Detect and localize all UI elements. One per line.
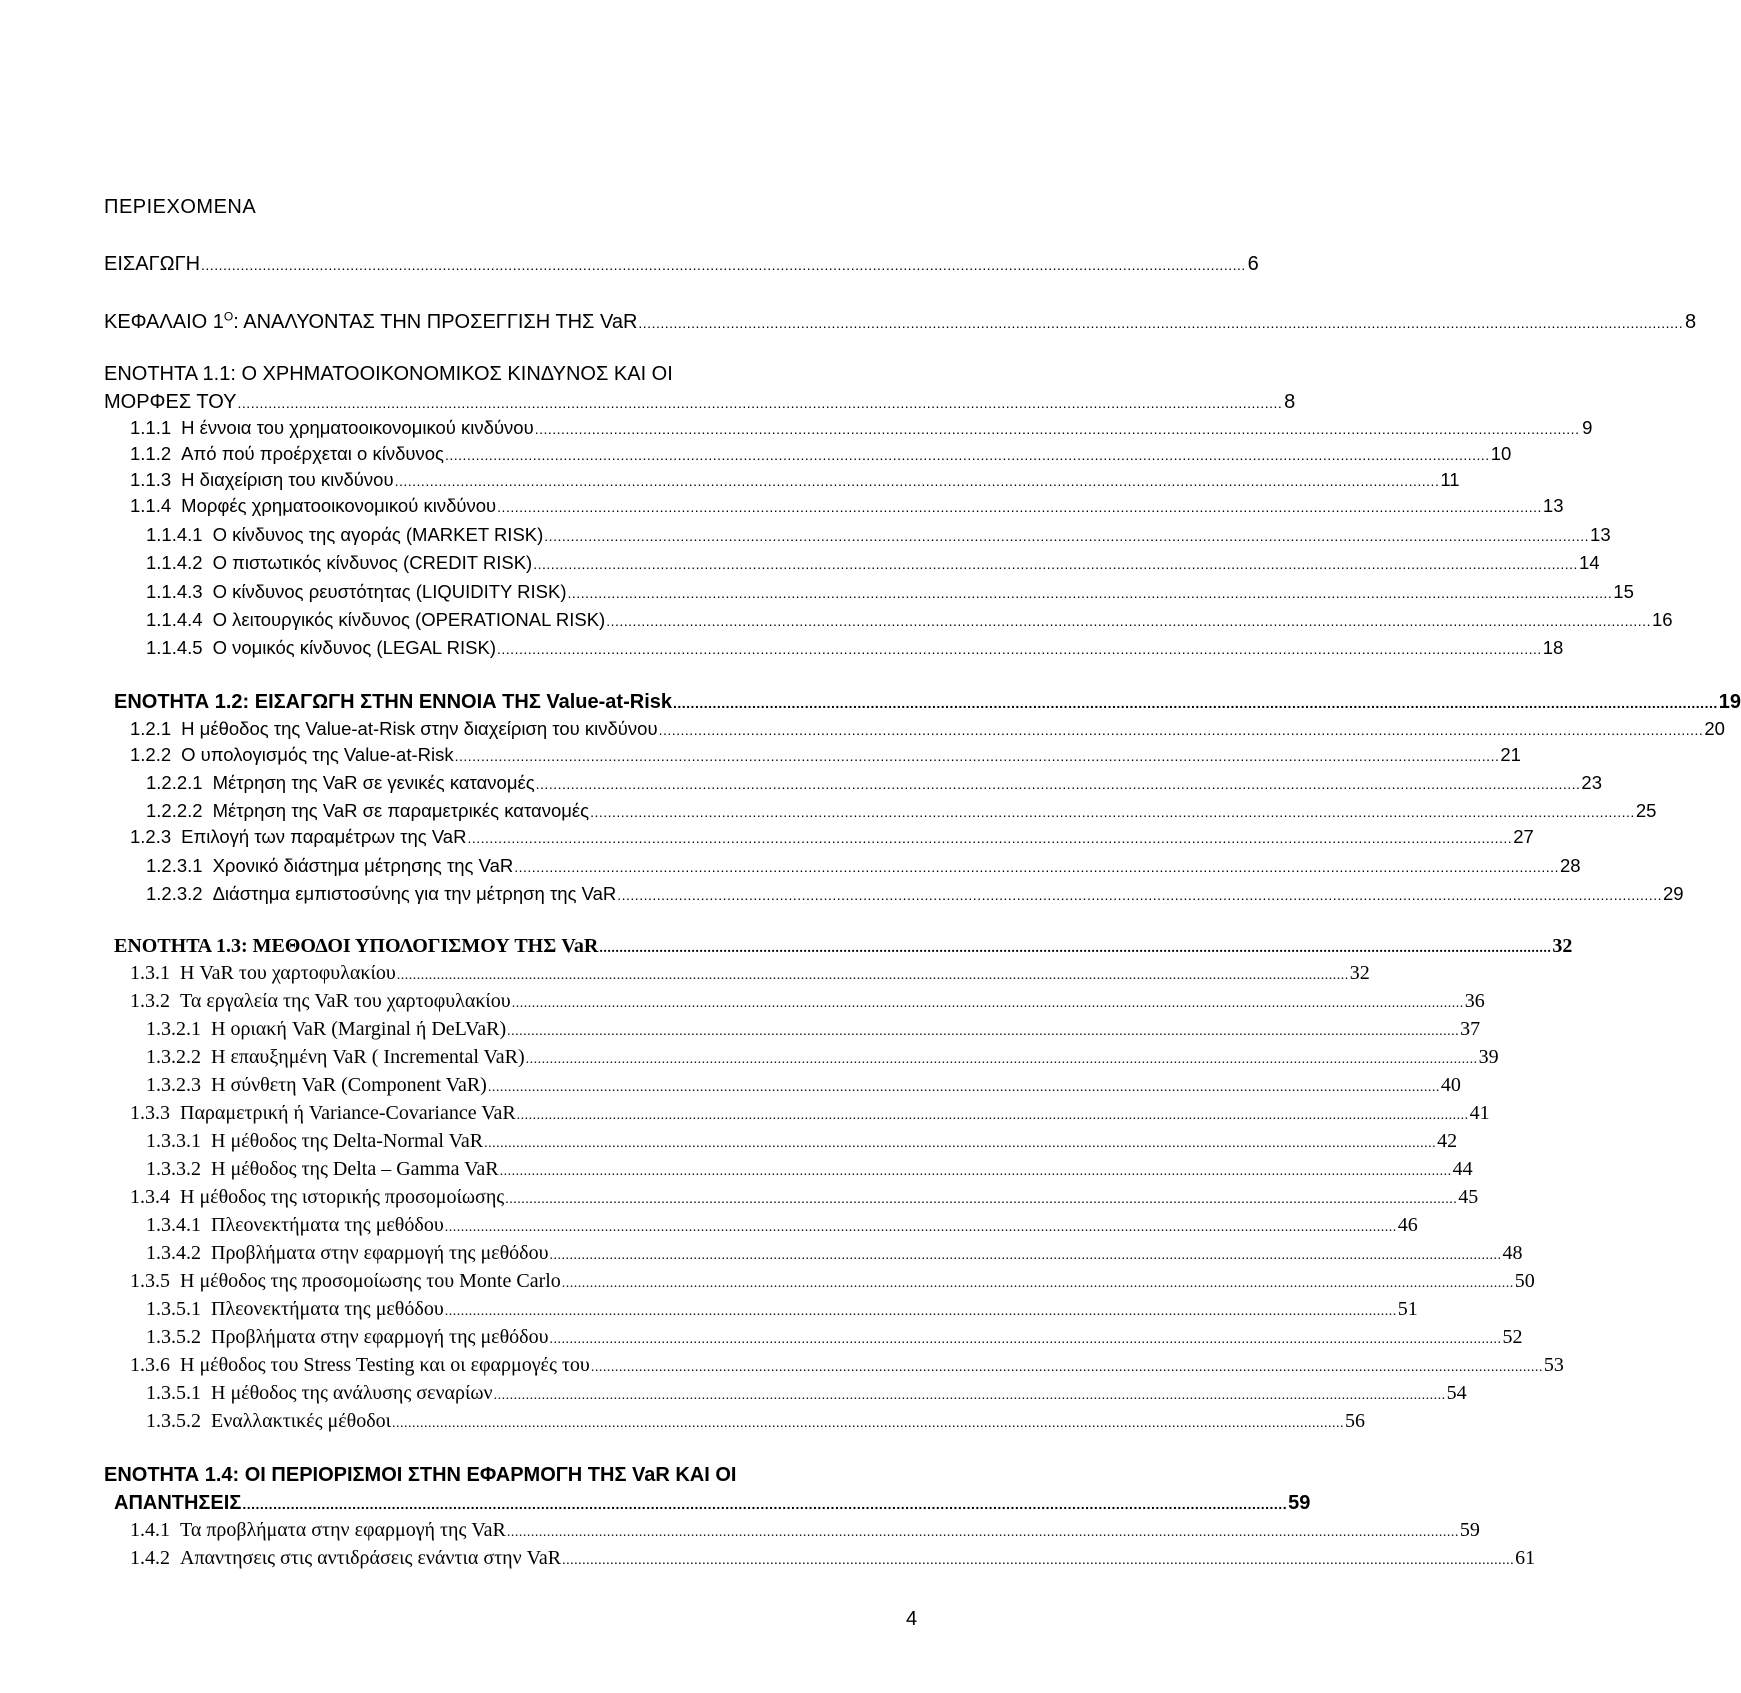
toc-entry-number: 1.3.5.2 [146, 1326, 201, 1348]
dot-leader: .............................................................................................................................................................................................................................................. [525, 1052, 1478, 1067]
toc-entry-label: Η VaR του χαρτοφυλακίου [180, 962, 396, 984]
toc-entry-1-2-3[interactable] [130, 823, 1534, 851]
toc-entry-page: 8 [1284, 391, 1296, 413]
toc-entry-page: 48 [1502, 1242, 1523, 1264]
toc-entry-page: 37 [1460, 1018, 1481, 1040]
toc-entry-page: 16 [1651, 609, 1673, 630]
toc-entry-number: 1.3.5.1 [146, 1382, 201, 1404]
page-number: 4 [906, 1608, 918, 1630]
dot-leader: .............................................................................................................................................................................................................................................. [396, 968, 1349, 983]
toc-entry-number: 1.1.1 [130, 417, 172, 438]
toc-entry-label: Διάστημα εμπιστοσύνης για την μέτρηση της VaR [212, 883, 617, 904]
toc-entry-1-3-2-1[interactable] [146, 1015, 1481, 1043]
dot-leader: .............................................................................................................................................................................................................................................. [590, 1360, 1543, 1375]
dot-leader: .............................................................................................................................................................................................................................................. [506, 1525, 1459, 1540]
toc-entry-1-1-4-2[interactable] [146, 549, 1600, 577]
toc-entry-1-2-1[interactable] [130, 715, 1725, 743]
toc-entry-page: 59 [1459, 1519, 1480, 1541]
toc-entry-label: Ο υπολογισμός της Value-at-Risk [181, 744, 454, 765]
dot-leader: .............................................................................................................................................................................................................................................. [499, 1164, 1452, 1179]
toc-entry-number: 1.3.3.1 [146, 1130, 201, 1152]
toc-entry-1-3-4-2[interactable] [146, 1239, 1523, 1267]
toc-title: ΠΕΡΙΕΧΟΜΕΝΑ [104, 196, 257, 218]
dot-leader: .............................................................................................................................................................................................................................................. [444, 447, 1490, 463]
toc-entry-label: Η μέθοδος της Delta – Gamma VaR [211, 1158, 499, 1180]
toc-entry-page: 42 [1437, 1130, 1458, 1152]
toc-entry-number: 1.3.4.2 [146, 1242, 201, 1264]
toc-entry-1-3-1[interactable] [130, 959, 1370, 987]
toc-entry-number: 1.2.3.1 [146, 855, 203, 876]
toc-entry-page: 23 [1581, 772, 1602, 793]
toc-entry-label: Από πού προέρχεται ο κίνδυνος [181, 443, 444, 464]
toc-entry-number: 1.1.4.2 [146, 552, 203, 573]
toc-entry-number: 1.3.2 [130, 990, 170, 1012]
toc-entry-page: 25 [1635, 800, 1657, 821]
toc-entry-1-3-3-2[interactable] [146, 1155, 1473, 1183]
toc-entry-number: 1.2.1 [130, 718, 172, 739]
dot-leader: .............................................................................................................................................................................................................................................. [511, 996, 1464, 1011]
toc-entry-label: Η μέθοδος της Delta-Normal VaR [211, 1130, 484, 1152]
toc-entry-number: 1.1.4.3 [146, 581, 203, 602]
dot-leader: .............................................................................................................................................................................................................................................. [599, 941, 1552, 956]
toc-entry-page: 9 [1582, 417, 1593, 438]
toc-entry-1-1-4-3[interactable] [146, 578, 1634, 606]
dot-leader: .............................................................................................................................................................................................................................................. [514, 859, 1559, 875]
toc-entry-page: 27 [1513, 826, 1534, 847]
toc-entry-label: Απαντησεις στις αντιδράσεις ενάντια στην VaR [180, 1547, 562, 1569]
toc-entry-section-1-1-heading[interactable]: ΕΝΟΤΗΤΑ 1.1: Ο ΧΡΗΜΑΤΟΟΙΚΟΝΟΜΙΚΟΣ ΚΙΝΔΥΝΟΣ ΚΑΙ ΟΙ [104, 363, 673, 385]
toc-entry-page: 21 [1500, 744, 1521, 765]
toc-entry-page: 8 [1685, 311, 1697, 333]
dot-leader: .............................................................................................................................................................................................................................................. [673, 695, 1718, 711]
toc-entry-introduction[interactable] [104, 250, 1259, 278]
toc-entry-1-4-2[interactable] [130, 1544, 1536, 1572]
toc-entry-page: 46 [1397, 1214, 1418, 1236]
toc-entry-page: 50 [1514, 1270, 1535, 1292]
dot-leader: .............................................................................................................................................................................................................................................. [237, 395, 1283, 411]
toc-entry-label: Προβλήματα στην εφαρμογή της μεθόδου [211, 1242, 549, 1264]
toc-entry-label: ΑΠΑΝΤΗΣΕΙΣ [114, 1492, 242, 1514]
toc-entry-section-1-3[interactable] [104, 932, 1573, 960]
dot-leader: .............................................................................................................................................................................................................................................. [493, 1388, 1446, 1403]
toc-entry-label: Ο λειτουργικός κίνδυνος (OPERATIONAL RISK) [212, 609, 606, 630]
toc-entry-label: ΕΝΟΤΗΤΑ 1.3: ΜΕΘΟΔΟΙ ΥΠΟΛΟΓΙΣΜΟΥ ΤΗΣ VaR [114, 935, 599, 957]
toc-entry-page: 59 [1288, 1492, 1311, 1514]
dot-leader: .............................................................................................................................................................................................................................................. [562, 1553, 1515, 1568]
toc-entry-page: 53 [1543, 1354, 1564, 1376]
toc-entry-label: ΕΝΟΤΗΤΑ 1.2: ΕΙΣΑΓΩΓΗ ΣΤΗΝ ΕΝΝΟΙΑ ΤΗΣ Value-at-Risk [114, 691, 672, 713]
toc-entry-number: 1.3.2.2 [146, 1046, 201, 1068]
toc-entry-label: Τα εργαλεία της VaR του χαρτοφυλακίου [180, 990, 511, 1012]
toc-entry-label: Η μέθοδος της ανάλυσης σεναρίων [211, 1382, 493, 1404]
dot-leader: .............................................................................................................................................................................................................................................. [534, 421, 1580, 437]
toc-entry-number: 1.2.2.1 [146, 772, 203, 793]
toc-entry-number: 1.3.5.2 [146, 1410, 201, 1432]
toc-entry-page: 41 [1469, 1102, 1490, 1124]
toc-entry-label: Ο κίνδυνος της αγοράς (MARKET RISK) [212, 524, 544, 545]
toc-entry-label: Χρονικό διάστημα μέτρησης της VaR [212, 855, 514, 876]
toc-entry-label: Η μέθοδος της Value-at-Risk στην διαχείριση του κινδύνου [181, 718, 658, 739]
toc-entry-number: 1.3.3 [130, 1102, 170, 1124]
toc-entry-number: 1.1.4.1 [146, 524, 203, 545]
toc-entry-label: Μορφές χρηματοοικονομικού κινδύνου [181, 495, 497, 516]
toc-entry-label: Η διαχείριση του κινδύνου [181, 469, 394, 490]
toc-entry-1-1-4-5[interactable] [146, 634, 1564, 662]
dot-leader: .............................................................................................................................................................................................................................................. [394, 473, 1440, 489]
toc-entry-page: 19 [1718, 691, 1741, 713]
toc-entry-number: 1.3.6 [130, 1354, 170, 1376]
toc-entry-1-3-5-2[interactable] [146, 1323, 1523, 1351]
toc-entry-label: ΕΙΣΑΓΩΓΗ [104, 253, 201, 275]
dot-leader: .............................................................................................................................................................................................................................................. [505, 1192, 1458, 1207]
toc-entry-1-3-4-1[interactable] [146, 1211, 1418, 1239]
toc-entry-1-1-4[interactable] [130, 492, 1564, 520]
dot-leader: .............................................................................................................................................................................................................................................. [444, 1304, 1397, 1319]
toc-entry-number: 1.2.2 [130, 744, 172, 765]
dot-leader: .............................................................................................................................................................................................................................................. [497, 499, 1542, 515]
toc-entry-page: 18 [1542, 637, 1564, 658]
toc-entry-label: Η σύνθετη VaR (Component VaR) [211, 1074, 487, 1096]
toc-entry-number: 1.2.3 [130, 826, 172, 847]
dot-leader: .............................................................................................................................................................................................................................................. [467, 830, 1513, 846]
toc-entry-label: Ο νομικός κίνδυνος (LEGAL RISK) [212, 637, 497, 658]
toc-entry-1-2-2-2[interactable] [146, 797, 1657, 825]
toc-entry-1-1-2[interactable] [130, 440, 1512, 468]
toc-entry-1-2-3-1[interactable] [146, 852, 1581, 880]
toc-entry-page: 29 [1663, 883, 1684, 904]
toc-entry-1-1-3[interactable] [130, 466, 1460, 494]
toc-entry-1-3-2[interactable] [130, 987, 1485, 1015]
dot-leader: .............................................................................................................................................................................................................................................. [242, 1496, 1288, 1512]
toc-entry-1-3-2-2[interactable] [146, 1043, 1499, 1071]
toc-entry-page: 14 [1578, 552, 1600, 573]
toc-entry-1-1-1[interactable] [130, 414, 1593, 442]
toc-entry-number: 1.3.4.1 [146, 1214, 201, 1236]
toc-entry-number: 1.2.2.2 [146, 800, 203, 821]
toc-entry-page: 6 [1247, 253, 1259, 275]
toc-entry-number: 1.1.4.5 [146, 637, 203, 658]
toc-entry-1-2-2[interactable] [130, 741, 1521, 769]
toc-entry-page: 15 [1613, 581, 1634, 602]
dot-leader: .............................................................................................................................................................................................................................................. [201, 257, 1246, 273]
toc-entry-label: Η μέθοδος της προσομοίωσης του Monte Carlo [180, 1270, 561, 1292]
toc-entry-number: 1.3.2.3 [146, 1074, 201, 1096]
dot-leader: .............................................................................................................................................................................................................................................. [544, 528, 1590, 544]
toc-entry-number: 1.3.2.1 [146, 1018, 201, 1040]
toc-entry-number: 1.2.3.2 [146, 883, 203, 904]
toc-entry-label: Παραμετρική ή Variance-Covariance VaR [180, 1102, 516, 1124]
toc-entry-section-1-2[interactable] [104, 688, 1741, 716]
dot-leader: .............................................................................................................................................................................................................................................. [567, 585, 1613, 601]
toc-entry-page: 39 [1478, 1046, 1499, 1068]
toc-entry-page: 10 [1490, 443, 1512, 464]
dot-leader: .............................................................................................................................................................................................................................................. [533, 556, 1578, 572]
toc-entry-label: Ο κίνδυνος ρευστότητας (LIQUIDITY RISK) [212, 581, 567, 602]
dot-leader: .............................................................................................................................................................................................................................................. [535, 776, 1581, 792]
toc-entry-1-3-5-1[interactable] [146, 1295, 1418, 1323]
dot-leader: .............................................................................................................................................................................................................................................. [617, 887, 1662, 903]
toc-entry-page: 61 [1515, 1547, 1536, 1569]
toc-entry-page: 44 [1452, 1158, 1473, 1180]
toc-entry-number: 1.3.5.1 [146, 1298, 201, 1320]
toc-entry-label: Η μέθοδος του Stress Testing και οι εφαρμογές του [180, 1354, 590, 1376]
toc-entry-1-3-3-1[interactable] [146, 1127, 1458, 1155]
toc-entry-label: Η έννοια του χρηματοοικονομικού κινδύνου [181, 417, 534, 438]
dot-leader: .............................................................................................................................................................................................................................................. [590, 804, 1635, 820]
toc-entry-number: 1.3.5 [130, 1270, 170, 1292]
dot-leader: .............................................................................................................................................................................................................................................. [549, 1332, 1502, 1347]
toc-entry-number: 1.1.4 [130, 495, 172, 516]
toc-entry-1-3-3[interactable] [130, 1099, 1490, 1127]
toc-entry-page: 13 [1590, 524, 1611, 545]
toc-entry-1-1-4-4[interactable] [146, 606, 1673, 634]
toc-entry-page: 32 [1552, 935, 1573, 957]
dot-leader: .............................................................................................................................................................................................................................................. [507, 1024, 1460, 1039]
toc-entry-page: 40 [1440, 1074, 1461, 1096]
toc-entry-page: 54 [1446, 1382, 1467, 1404]
toc-entry-page: 36 [1464, 990, 1485, 1012]
toc-entry-1-2-3-2[interactable] [146, 880, 1684, 908]
toc-entry-page: 28 [1559, 855, 1581, 876]
toc-entry-1-2-2-1[interactable] [146, 769, 1602, 797]
dot-leader: .............................................................................................................................................................................................................................................. [484, 1136, 1437, 1151]
toc-entry-label: Η μέθοδος της ιστορικής προσομοίωσης [180, 1186, 505, 1208]
toc-entry-1-4-1[interactable] [130, 1516, 1480, 1544]
dot-leader: .............................................................................................................................................................................................................................................. [392, 1416, 1345, 1431]
dot-leader: .............................................................................................................................................................................................................................................. [549, 1248, 1502, 1263]
toc-entry-1-3-6-2[interactable] [146, 1407, 1366, 1435]
toc-entry-label: Εναλλακτικές μέθοδοι [211, 1410, 392, 1432]
toc-entry-page: 32 [1349, 962, 1370, 984]
dot-leader: .............................................................................................................................................................................................................................................. [516, 1108, 1469, 1123]
toc-entry-number: 1.1.3 [130, 469, 172, 490]
toc-entry-number: 1.3.4 [130, 1186, 170, 1208]
toc-entry-section-1-4-heading[interactable]: ΕΝΟΤΗΤΑ 1.4: ΟΙ ΠΕΡΙΟΡΙΣΜΟΙ ΣΤΗΝ ΕΦΑΡΜΟΓΗ ΤΗΣ VaR ΚΑΙ ΟΙ [104, 1464, 737, 1486]
toc-entry-number: 1.4.1 [130, 1519, 170, 1541]
toc-entry-page: 11 [1440, 469, 1460, 490]
toc-entry-label: Προβλήματα στην εφαρμογή της μεθόδου [211, 1326, 549, 1348]
toc-entry-page: 51 [1397, 1298, 1418, 1320]
toc-entry-page: 45 [1458, 1186, 1479, 1208]
toc-entry-label: Πλεονεκτήματα της μεθόδου [211, 1214, 444, 1236]
dot-leader: .............................................................................................................................................................................................................................................. [606, 613, 1651, 629]
toc-entry-label: ΚΕΦΑΛΑΙΟ 1 [104, 311, 224, 333]
toc-entry-label: Επιλογή των παραμέτρων της VaR [181, 826, 467, 847]
toc-entry-number: 1.4.2 [130, 1547, 170, 1569]
toc-entry-section-1-1[interactable] [104, 388, 1296, 416]
toc-entry-label: Η επαυξημένη VaR ( Incremental VaR) [211, 1046, 525, 1068]
toc-entry-1-3-6[interactable] [130, 1351, 1564, 1379]
toc-entry-number: 1.1.2 [130, 443, 172, 464]
dot-leader: .............................................................................................................................................................................................................................................. [497, 641, 1542, 657]
superscript: Ο [223, 309, 234, 324]
toc-entry-1-3-4[interactable] [130, 1183, 1479, 1211]
toc-entry-page: 52 [1502, 1326, 1523, 1348]
toc-entry-page: 20 [1704, 718, 1725, 739]
toc-entry-1-3-2-3[interactable] [146, 1071, 1461, 1099]
toc-entry-page: 13 [1542, 495, 1564, 516]
toc-entry-label: Τα προβλήματα στην εφαρμογή της VaR [180, 1519, 506, 1541]
toc-entry-number: 1.3.1 [130, 962, 170, 984]
toc-entry-1-1-4-1[interactable] [146, 521, 1611, 549]
toc-entry-page: 56 [1345, 1410, 1366, 1432]
toc-entry-label: Μέτρηση της VaR σε γενικές κατανομές [212, 772, 535, 793]
toc-entry-label: Ο πιστωτικός κίνδυνος (CREDIT RISK) [212, 552, 533, 573]
toc-entry-label: Πλεονεκτήματα της μεθόδου [211, 1298, 444, 1320]
dot-leader: .............................................................................................................................................................................................................................................. [638, 315, 1684, 331]
toc-entry-number: 1.1.4.4 [146, 609, 203, 630]
toc-entry-label-rest: : ΑΝΑΛΥΟΝΤΑΣ ΤΗΝ ΠΡΟΣΕΓΓΙΣΗ ΤΗΣ VaR [233, 311, 638, 333]
toc-entry-label: Μέτρηση της VaR σε παραμετρικές κατανομές [212, 800, 590, 821]
toc-entry-number: 1.3.3.2 [146, 1158, 201, 1180]
toc-entry-1-3-6-1[interactable] [146, 1379, 1467, 1407]
toc-entry-section-1-4[interactable] [104, 1489, 1311, 1517]
dot-leader: .............................................................................................................................................................................................................................................. [487, 1080, 1440, 1095]
toc-entry-label: Η οριακή VaR (Marginal ή DeLVaR) [211, 1018, 507, 1040]
dot-leader: .............................................................................................................................................................................................................................................. [454, 748, 1500, 764]
toc-entry-1-3-5[interactable] [130, 1267, 1535, 1295]
dot-leader: .............................................................................................................................................................................................................................................. [444, 1220, 1397, 1235]
toc-entry-chapter-1[interactable] [104, 308, 1697, 336]
dot-leader: .............................................................................................................................................................................................................................................. [561, 1276, 1514, 1291]
toc-entry-label: ΜΟΡΦΕΣ ΤΟΥ [104, 391, 237, 413]
dot-leader: .............................................................................................................................................................................................................................................. [658, 722, 1704, 738]
